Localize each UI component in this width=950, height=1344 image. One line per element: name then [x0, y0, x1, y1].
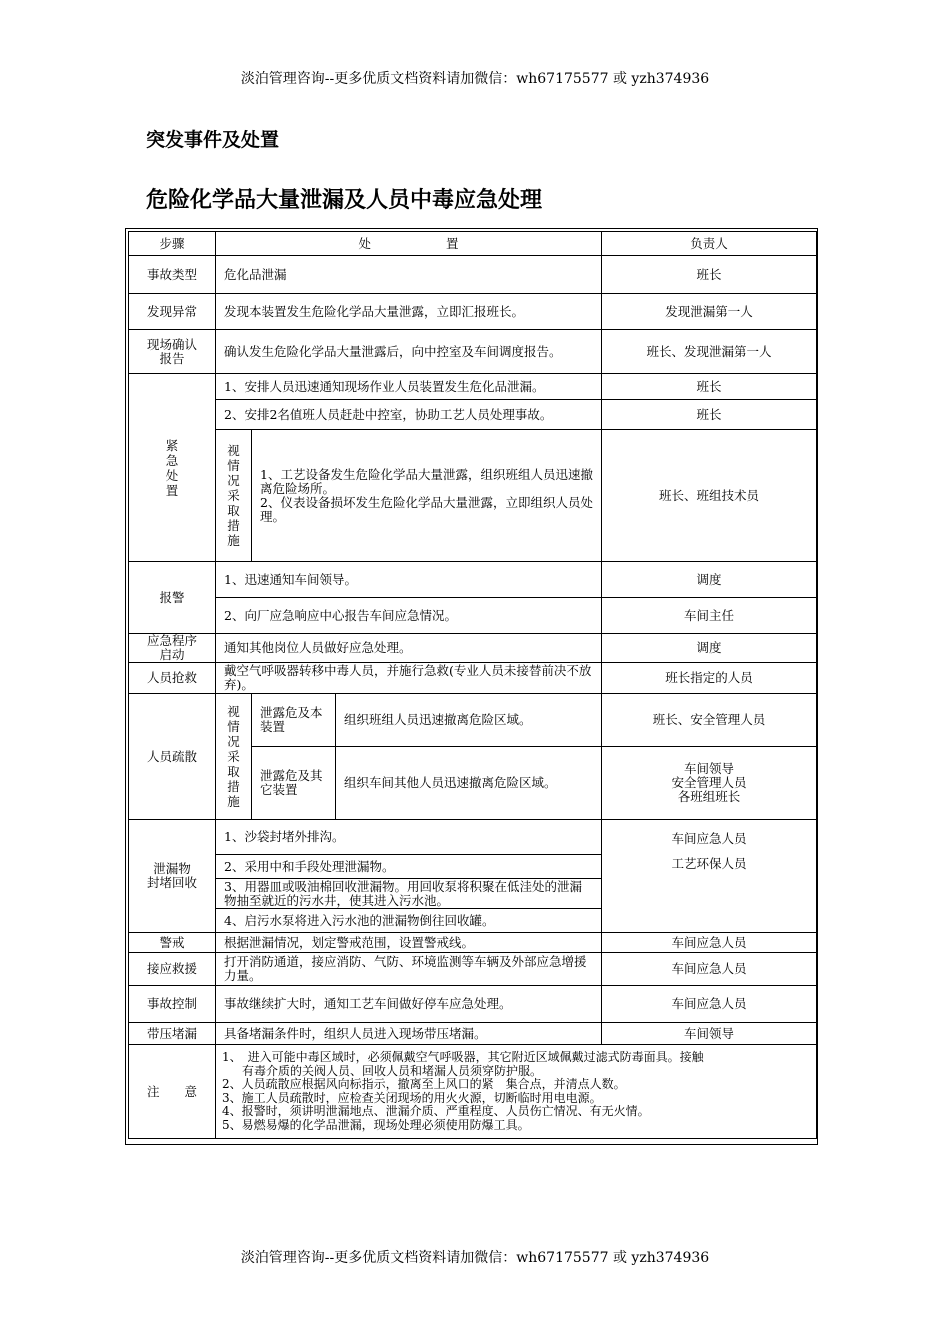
owner-cell: 班长、班组技术员 — [602, 430, 817, 562]
step-char: 处 — [165, 467, 179, 483]
sub-char: 情 — [227, 719, 240, 734]
sub-char: 况 — [227, 734, 240, 749]
action-cell: 组织车间其他人员迅速撤离危险区域。 — [336, 747, 602, 820]
sub-condition-cell — [216, 694, 252, 820]
action-cell: 发现本装置发生危险化学品大量泄露，立即汇报班长。 — [216, 294, 602, 330]
owner-cell: 车间应急人员 — [602, 953, 817, 986]
action-cell: 通知其他岗位人员做好应急处理。 — [216, 634, 602, 663]
action-cell: 2、安排2名值班人员赶赴中控室，协助工艺人员处理事故。 — [216, 400, 602, 430]
action-cell: 3、用器皿或吸油棉回收泄漏物。用回收泵将积聚在低洼处的泄漏物抽至就近的污水井，使其进入污水池。 — [216, 879, 602, 909]
note-line: 5、易燃易爆的化学品泄漏，现场处理必须使用防爆工具。 — [222, 1117, 530, 1132]
sub-char: 情 — [227, 458, 240, 473]
step-cell-emergency — [129, 374, 216, 562]
owner-line: 工艺环保人员 — [671, 855, 747, 871]
table-row — [129, 430, 817, 562]
sub-char: 视 — [227, 704, 240, 719]
sub-char: 采 — [227, 749, 240, 764]
owner-cell: 班长 — [602, 256, 817, 294]
page-header: 淡泊管理咨询--更多优质文档资料请加微信：wh67175577 或 yzh374936 — [240, 71, 710, 87]
table-row — [129, 400, 817, 430]
step-cell: 注 意 — [129, 1045, 216, 1139]
note-line: 1、 进入可能中毒区域时，必须佩戴空气呼吸器，其它附近区域佩戴过滤式防毒面具。接触 — [222, 1050, 704, 1064]
table-row — [129, 820, 817, 855]
sub-char: 措 — [227, 779, 240, 794]
owner-line: 车间应急人员 — [671, 830, 747, 846]
table-row — [129, 986, 817, 1023]
owner-cell: 发现泄漏第一人 — [602, 294, 817, 330]
step-cell: 发现异常 — [129, 294, 216, 330]
owner-cell: 车间主任 — [602, 598, 817, 634]
step-cell: 带压堵漏 — [129, 1023, 216, 1045]
header-owner: 负责人 — [602, 232, 817, 256]
owner-line: 车间领导 — [684, 761, 735, 776]
step-cell: 接应救援 — [129, 953, 216, 986]
owner-line: 安全管理人员 — [671, 775, 747, 790]
table-row — [129, 1045, 817, 1139]
table-row — [129, 330, 817, 374]
note-line: 3、施工人员疏散时，应检查关闭现场的用火火源，切断临时用电电源。 — [222, 1090, 602, 1105]
table-row — [129, 256, 817, 294]
page-footer: 淡泊管理咨询--更多优质文档资料请加微信：wh67175577 或 yzh374936 — [240, 1250, 710, 1266]
action-cell: 1、迅速通知车间领导。 — [216, 562, 602, 598]
step-cell: 人员抢救 — [129, 663, 216, 694]
step-cell: 事故控制 — [129, 986, 216, 1023]
owner-cell: 班长指定的人员 — [602, 663, 817, 694]
owner-cell: 班长、发现泄漏第一人 — [602, 330, 817, 374]
owner-cell: 车间领导 — [602, 1023, 817, 1045]
sub-char: 况 — [227, 473, 240, 488]
action-cell: 根据泄漏情况，划定警戒范围，设置警戒线。 — [216, 933, 602, 953]
table-row — [129, 1023, 817, 1045]
document-title: 危险化学品大量泄漏及人员中毒应急处理 — [146, 188, 543, 213]
step-cell: 警戒 — [129, 933, 216, 953]
step-cell: 人员疏散 — [129, 694, 216, 820]
table-row — [129, 663, 817, 694]
action-cell: 2、向厂应急响应中心报告车间应急情况。 — [216, 598, 602, 634]
table-row — [129, 294, 817, 330]
action-cell: 4、启污水泵将进入污水池的泄漏物倒往回收罐。 — [216, 909, 602, 933]
sub-char: 施 — [227, 533, 240, 548]
header-step: 步骤 — [129, 232, 216, 256]
owner-cell: 班长、安全管理人员 — [602, 694, 817, 747]
action-line: 1、工艺设备发生危险化学品大量泄露，组织班组人员迅速撤离危险场所。 — [260, 466, 593, 496]
action-cell: 打开消防通道，接应消防、气防、环境监测等车辆及外部应急增援力量。 — [216, 953, 602, 986]
owner-cell: 班长 — [602, 374, 817, 400]
owner-cell: 调度 — [602, 562, 817, 598]
action-cell: 危化品泄漏 — [216, 256, 602, 294]
step-line: 现场确认 — [146, 336, 197, 352]
owner-cell — [602, 747, 817, 820]
section-title: 突发事件及处置 — [146, 129, 280, 151]
table-row — [129, 562, 817, 598]
owner-cell: 调度 — [602, 634, 817, 663]
action-cell: 戴空气呼吸器转移中毒人员，并施行急救(专业人员未接替前决不放弃)。 — [216, 663, 602, 694]
step-line: 封堵回收 — [146, 875, 197, 890]
owner-cell: 车间应急人员 — [602, 986, 817, 1023]
note-line: 4、报警时，须讲明泄漏地点、泄漏介质、严重程度、人员伤亡情况、有无火情。 — [222, 1104, 650, 1118]
sub-char: 施 — [227, 794, 240, 809]
action-cell: 组织班组人员迅速撤离危险区域。 — [336, 694, 602, 747]
step-cell — [129, 330, 216, 374]
notes-cell — [216, 1045, 817, 1139]
action-cell — [252, 430, 602, 562]
owner-line: 各班组班长 — [677, 789, 741, 804]
sub-condition-cell — [216, 430, 252, 562]
sub-char: 取 — [227, 764, 240, 779]
step-cell — [129, 820, 216, 933]
step-cell: 事故类型 — [129, 256, 216, 294]
emergency-procedure-table — [128, 231, 817, 1139]
owner-cell — [602, 820, 817, 933]
table-row — [129, 933, 817, 953]
table-row — [129, 953, 817, 986]
owner-cell: 班长 — [602, 400, 817, 430]
step-line: 泄漏物 — [153, 861, 191, 876]
action-cell: 事故继续扩大时，通知工艺车间做好停车应急处理。 — [216, 986, 602, 1023]
table-header-row — [129, 232, 817, 256]
step-char: 置 — [165, 482, 179, 498]
step-line: 报告 — [159, 350, 185, 366]
condition-cell: 泄露危及其它装置 — [252, 747, 336, 820]
step-char: 紧 — [165, 437, 179, 453]
action-cell: 确认发生危险化学品大量泄露后，向中控室及车间调度报告。 — [216, 330, 602, 374]
action-cell: 具备堵漏条件时，组织人员进入现场带压堵漏。 — [216, 1023, 602, 1045]
action-cell: 1、安排人员迅速通知现场作业人员装置发生危化品泄漏。 — [216, 374, 602, 400]
action-cell: 1、沙袋封堵外排沟。 — [216, 820, 602, 855]
header-action: 处 置 — [216, 232, 602, 256]
step-line: 启动 — [159, 647, 185, 662]
action-line: 2、仪表设备损坏发生危险化学品大量泄露，立即组织人员处理。 — [260, 494, 593, 524]
table-row — [129, 694, 817, 747]
step-cell — [129, 634, 216, 663]
sub-char: 采 — [227, 488, 240, 503]
action-cell: 2、采用中和手段处理泄漏物。 — [216, 855, 602, 879]
step-char: 急 — [165, 452, 179, 468]
table-row — [129, 598, 817, 634]
table-row — [129, 634, 817, 663]
table-row — [129, 374, 817, 400]
note-line: 2、人员疏散应根据风向标指示，撤离至上风口的紧 集合点，并清点人数。 — [222, 1077, 626, 1091]
note-line: 有毒介质的关阀人员、回收人员和堵漏人员须穿防护服。 — [242, 1063, 543, 1078]
sub-char: 视 — [227, 443, 240, 458]
condition-cell: 泄露危及本装置 — [252, 694, 336, 747]
step-cell: 报警 — [129, 562, 216, 634]
sub-char: 取 — [227, 503, 240, 518]
sub-char: 措 — [227, 518, 240, 533]
step-line: 应急程序 — [146, 633, 197, 648]
owner-cell: 车间应急人员 — [602, 933, 817, 953]
